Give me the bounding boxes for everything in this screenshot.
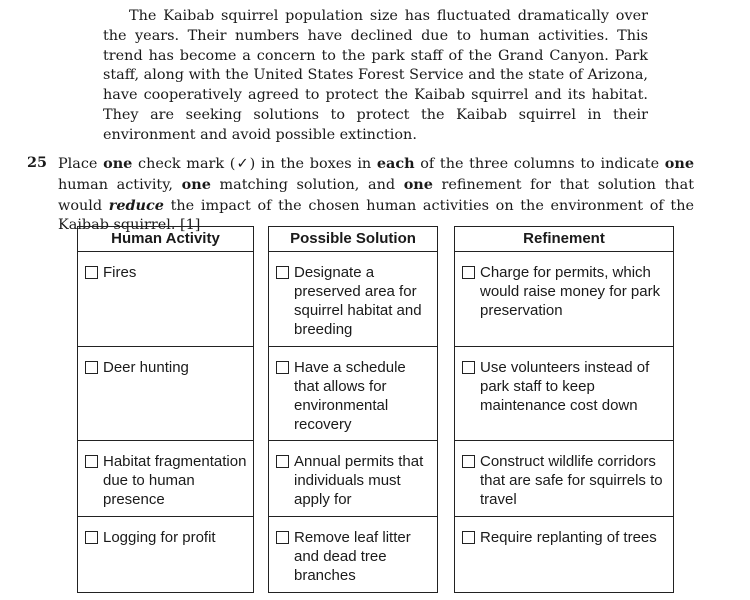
question-text: Place one check mark (✓) in the boxes in each of the three columns to indicate one human activity, one matching solution, and one refinement for that solution that would reduce the impact of the chosen human activities on the environment of the Kaibab squirrel. [1] [58,155,694,234]
option-cell [455,252,673,347]
checkbox[interactable] [462,266,475,279]
checkbox[interactable] [276,531,289,544]
column-header: Refinement [455,227,673,252]
column-header: Human Activity [78,227,253,252]
option-cell [455,517,673,592]
checkbox[interactable] [462,531,475,544]
option-cell [78,441,253,517]
checkbox[interactable] [462,361,475,374]
question-number: 25 [27,154,48,171]
passage-paragraph: The Kaibab squirrel population size has fluctuated dramatically over the years. Their numbers have declined due to human activities. This trend has become a concern to the park staff of the Grand Canyon. Park staff, along with the United States Forest Service and the state of Arizona, have cooperatively agreed to protect the Kaibab squirrel and its habitat. They are seeking solutions to protect the Kaibab squirrel in their environment and avoid possible extinction. [103,8,648,143]
option-label: Construct wildlife corridors that are safe for squirrels to travel [480,453,663,508]
checkbox[interactable] [85,361,98,374]
option-cell [78,517,253,592]
checkbox[interactable] [85,455,98,468]
option-label: Logging for profit [103,529,216,546]
option-label: Habitat fragmentation due to human presence [103,453,247,508]
option-label: Fires [103,264,137,281]
option-label: Have a schedule that allows for environmental recovery [294,359,406,433]
option-cell [455,347,673,441]
option-label: Deer hunting [103,359,189,376]
checkbox[interactable] [462,455,475,468]
option-cell [455,441,673,517]
option-cell [269,441,437,517]
refinement-column [454,226,674,593]
option-cell [269,517,437,592]
checkbox[interactable] [276,361,289,374]
human-activity-column [77,226,254,593]
checkbox[interactable] [85,531,98,544]
option-label: Charge for permits, which would raise money for park preservation [480,264,661,319]
option-label: Designate a preserved area for squirrel habitat and breeding [294,264,422,338]
checkbox[interactable] [276,266,289,279]
option-cell [78,252,253,347]
column-header: Possible Solution [269,227,437,252]
possible-solution-column [268,226,438,593]
option-label: Require replanting of trees [480,529,657,546]
option-label: Remove leaf litter and dead tree branches [294,529,411,584]
checkbox[interactable] [85,266,98,279]
option-label: Annual permits that individuals must apply for [294,453,424,508]
checkbox[interactable] [276,455,289,468]
option-label: Use volunteers instead of park staff to keep maintenance cost down [480,359,650,414]
option-cell [269,347,437,441]
option-cell [78,347,253,441]
option-cell [269,252,437,347]
